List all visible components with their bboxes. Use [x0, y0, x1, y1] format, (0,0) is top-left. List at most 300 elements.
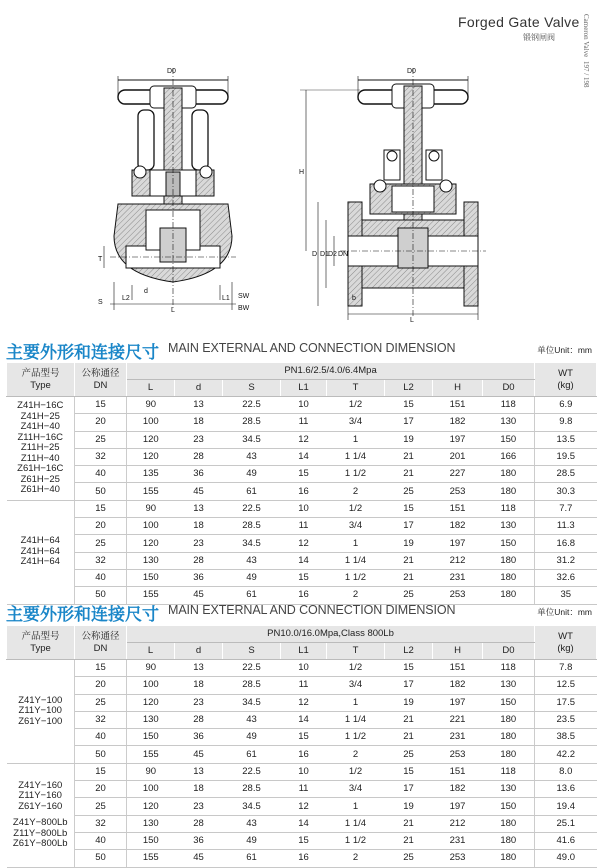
table-cell: 16	[281, 746, 327, 763]
table-cell: 43	[223, 552, 281, 569]
table-cell: 11.3	[535, 518, 597, 535]
table-cell: 120	[127, 798, 175, 815]
table-cell: 1/2	[327, 763, 385, 780]
table-cell: 34.5	[223, 694, 281, 711]
catalog-name: Cameron Valve	[582, 14, 590, 58]
table-cell: 155	[127, 483, 175, 500]
table-cell: 40	[75, 569, 127, 586]
header-type	[7, 363, 75, 397]
table-cell: 21	[385, 815, 433, 832]
header-dn	[75, 626, 127, 660]
table-cell: 14	[281, 815, 327, 832]
table-cell: 221	[433, 711, 483, 728]
table-cell: 6.9	[535, 397, 597, 414]
table-cell: 182	[433, 414, 483, 431]
table-cell: 40	[75, 832, 127, 849]
type-name: Z61H−25	[20, 473, 60, 485]
column-header: d	[175, 643, 223, 660]
table-cell: 14	[281, 711, 327, 728]
table-cell: 61	[223, 587, 281, 604]
table-cell: 100	[127, 781, 175, 798]
type-name: Z41H−64	[20, 535, 60, 547]
table-row	[7, 518, 597, 535]
column-header: L1	[281, 380, 327, 397]
table-cell: 130	[483, 414, 535, 431]
table-cell: 150	[483, 535, 535, 552]
table-cell: 18	[175, 677, 223, 694]
table-cell: 49	[223, 729, 281, 746]
table-row	[7, 763, 597, 780]
table-cell: 1	[327, 535, 385, 552]
table-cell: 28	[175, 815, 223, 832]
table-cell: 18	[175, 414, 223, 431]
table-cell: 16	[281, 587, 327, 604]
table-cell: 49.0	[535, 850, 597, 867]
table-cell: 150	[483, 798, 535, 815]
table-cell: 197	[433, 535, 483, 552]
table-cell: 22.5	[223, 397, 281, 414]
table-cell: 31.2	[535, 552, 597, 569]
table-cell: 61	[223, 483, 281, 500]
table-cell: 23	[175, 694, 223, 711]
column-header: d	[175, 380, 223, 397]
header-dn-en: DN	[93, 379, 108, 391]
table-cell: 1 1/4	[327, 711, 385, 728]
table-cell: 197	[433, 694, 483, 711]
header-dn-cn: 公称通径	[81, 630, 120, 642]
table-cell: 180	[483, 815, 535, 832]
header-dn-en: DN	[93, 642, 108, 654]
dimension-table-1	[6, 362, 597, 605]
table-cell: 12	[281, 694, 327, 711]
type-name: Z41H−64	[20, 545, 60, 557]
table-cell: 3/4	[327, 781, 385, 798]
dimension-table-2	[6, 625, 597, 868]
table-cell: 36	[175, 466, 223, 483]
table-cell: 130	[483, 677, 535, 694]
column-header: T	[327, 643, 385, 660]
table-cell: 20	[75, 414, 127, 431]
table-cell: 1 1/4	[327, 815, 385, 832]
table-cell: 231	[433, 729, 483, 746]
table-cell: 1/2	[327, 500, 385, 517]
table-cell: 10	[281, 660, 327, 677]
table-cell: 130	[483, 518, 535, 535]
table-cell: 25	[385, 587, 433, 604]
table-cell: 18	[175, 518, 223, 535]
header-wt	[535, 626, 597, 660]
table-cell: 21	[385, 729, 433, 746]
table-cell: 28.5	[535, 466, 597, 483]
table-cell: 197	[433, 431, 483, 448]
table-cell: 16	[281, 483, 327, 500]
type-name: Z41H−25	[20, 410, 60, 422]
table-cell: 7.8	[535, 660, 597, 677]
table-cell: 34.5	[223, 535, 281, 552]
gate-valve-flanged-drawing	[300, 68, 486, 320]
table-cell: 18	[175, 781, 223, 798]
section-title-cn: 主要外形和连接尺寸	[6, 605, 159, 624]
label-t: T	[98, 256, 103, 263]
table-cell: 151	[433, 763, 483, 780]
table-cell: 7.7	[535, 500, 597, 517]
type-cell	[7, 763, 75, 867]
table-cell: 150	[127, 832, 175, 849]
page-numbers: 197 / 198	[582, 61, 590, 88]
table-cell: 155	[127, 587, 175, 604]
table-cell: 180	[483, 729, 535, 746]
table-cell: 151	[433, 397, 483, 414]
table-cell: 227	[433, 466, 483, 483]
table-cell: 155	[127, 746, 175, 763]
table-row	[7, 552, 597, 569]
table-cell: 100	[127, 414, 175, 431]
table-cell: 1 1/4	[327, 552, 385, 569]
label-l-left: L	[171, 307, 175, 314]
header-type-en: Type	[30, 642, 51, 654]
table-cell: 8.0	[535, 763, 597, 780]
table-cell: 43	[223, 711, 281, 728]
type-name: Z11Y−100	[18, 705, 62, 717]
label-bw: BW	[238, 305, 250, 312]
table-cell: 17	[385, 781, 433, 798]
table-cell: 1/2	[327, 397, 385, 414]
table-row	[7, 466, 597, 483]
type-name: Z61Y−800Lb	[12, 838, 68, 850]
table-cell: 13	[175, 500, 223, 517]
header-type-cn: 产品型号	[21, 630, 60, 642]
table-cell: 1 1/2	[327, 729, 385, 746]
table-cell: 90	[127, 397, 175, 414]
table-cell: 21	[385, 832, 433, 849]
table-cell: 180	[483, 850, 535, 867]
table-cell: 15	[385, 660, 433, 677]
table-row	[7, 694, 597, 711]
table-cell: 38.5	[535, 729, 597, 746]
table-row	[7, 414, 597, 431]
table-cell: 12	[281, 798, 327, 815]
table-cell: 180	[483, 483, 535, 500]
table-row	[7, 798, 597, 815]
label-sw: SW	[238, 293, 250, 300]
label-h: H	[299, 169, 305, 176]
table-cell: 16.8	[535, 535, 597, 552]
column-header: H	[433, 380, 483, 397]
table-cell: 45	[175, 587, 223, 604]
type-name: Z61Y−160	[18, 800, 63, 812]
table-cell: 21	[385, 448, 433, 465]
table-cell: 1	[327, 694, 385, 711]
table-cell: 13.5	[535, 431, 597, 448]
table-cell: 10	[281, 397, 327, 414]
table-cell: 180	[483, 711, 535, 728]
table-cell: 90	[127, 763, 175, 780]
table-cell: 118	[483, 500, 535, 517]
table-cell: 180	[483, 746, 535, 763]
table-cell: 120	[127, 535, 175, 552]
table-cell: 180	[483, 466, 535, 483]
table-cell: 253	[433, 746, 483, 763]
table-cell: 15	[385, 397, 433, 414]
table-cell: 28.5	[223, 518, 281, 535]
label-d0-left: D0	[167, 68, 176, 75]
table-cell: 50	[75, 850, 127, 867]
label-d2: D2	[328, 251, 337, 258]
table-cell: 25	[75, 431, 127, 448]
header-pressure: PN1.6/2.5/4.0/6.4Mpa	[127, 363, 535, 380]
table-cell: 150	[483, 694, 535, 711]
page-title-cn: 锻钢闸阀	[523, 33, 555, 42]
table-cell: 19	[385, 798, 433, 815]
table-row	[7, 677, 597, 694]
table-cell: 150	[127, 569, 175, 586]
table-cell: 100	[127, 518, 175, 535]
table-row	[7, 832, 597, 849]
table-cell: 50	[75, 746, 127, 763]
label-b: b	[352, 295, 356, 302]
table-cell: 1 1/2	[327, 832, 385, 849]
column-header: S	[223, 643, 281, 660]
column-header: S	[223, 380, 281, 397]
table-cell: 40	[75, 729, 127, 746]
table-cell: 3/4	[327, 518, 385, 535]
table-cell: 34.5	[223, 431, 281, 448]
section-title-en: MAIN EXTERNAL AND CONNECTION DIMENSION	[168, 603, 456, 617]
unit-label: 单位Unit：mm	[537, 607, 592, 617]
label-s: S	[98, 299, 103, 306]
table-cell: 23	[175, 431, 223, 448]
label-dn: DN	[338, 251, 349, 258]
table-cell: 253	[433, 850, 483, 867]
table-cell: 34.5	[223, 798, 281, 815]
type-name: Z41H−16C	[17, 400, 64, 412]
table-cell: 15	[281, 569, 327, 586]
table-cell: 16	[281, 850, 327, 867]
table-cell: 253	[433, 587, 483, 604]
table-cell: 15	[281, 466, 327, 483]
table-row	[7, 711, 597, 728]
table-cell: 32.6	[535, 569, 597, 586]
table-cell: 61	[223, 850, 281, 867]
table-cell: 120	[127, 694, 175, 711]
table-cell: 19.5	[535, 448, 597, 465]
table-cell: 1	[327, 798, 385, 815]
table-cell: 61	[223, 746, 281, 763]
header-wt	[535, 363, 597, 397]
section-title-en: MAIN EXTERNAL AND CONNECTION DIMENSION	[168, 341, 456, 355]
type-name: Z61H−40	[20, 484, 60, 496]
table-cell: 32	[75, 815, 127, 832]
table-cell: 3/4	[327, 414, 385, 431]
table-cell: 45	[175, 746, 223, 763]
column-header: L2	[385, 380, 433, 397]
type-name: Z41Y−100	[18, 694, 63, 706]
label-l-right: L	[410, 317, 414, 324]
table-cell: 20	[75, 518, 127, 535]
table-cell: 180	[483, 832, 535, 849]
table-cell: 13	[175, 397, 223, 414]
table-cell: 118	[483, 397, 535, 414]
table-cell: 28.5	[223, 677, 281, 694]
table-cell: 9.8	[535, 414, 597, 431]
table-cell: 11	[281, 414, 327, 431]
type-name: Z11H−16C	[17, 431, 63, 443]
header-dn-cn: 公称通径	[81, 367, 120, 379]
table-cell: 212	[433, 815, 483, 832]
type-name: Z11H−40	[20, 452, 60, 464]
table-cell: 12	[281, 431, 327, 448]
table-cell: 14	[281, 552, 327, 569]
table-cell: 180	[483, 587, 535, 604]
table-cell: 12.5	[535, 677, 597, 694]
type-name: Z11Y−800Lb	[13, 827, 68, 839]
table-cell: 166	[483, 448, 535, 465]
table-cell: 21	[385, 552, 433, 569]
table-cell: 11	[281, 677, 327, 694]
table-row	[7, 815, 597, 832]
table-cell: 120	[127, 431, 175, 448]
table-cell: 151	[433, 660, 483, 677]
table-cell: 17	[385, 677, 433, 694]
table-cell: 36	[175, 569, 223, 586]
unit-label: 单位Unit：mm	[537, 345, 592, 355]
table-cell: 15	[281, 729, 327, 746]
table-cell: 20	[75, 781, 127, 798]
table-cell: 23.5	[535, 711, 597, 728]
valve-drawings	[0, 60, 600, 325]
table-cell: 50	[75, 483, 127, 500]
table-cell: 36	[175, 729, 223, 746]
table-cell: 90	[127, 660, 175, 677]
column-header: D0	[483, 643, 535, 660]
table-cell: 2	[327, 850, 385, 867]
table-cell: 150	[127, 729, 175, 746]
type-name: Z41H−40	[20, 421, 60, 433]
table-cell: 25	[385, 850, 433, 867]
table-cell: 11	[281, 518, 327, 535]
header-wt-label: WT	[558, 630, 573, 642]
table-cell: 14	[281, 448, 327, 465]
table-cell: 13	[175, 763, 223, 780]
type-name: Z61H−16C	[17, 463, 64, 475]
table-cell: 130	[483, 781, 535, 798]
type-cell	[7, 500, 75, 604]
table-cell: 1 1/2	[327, 569, 385, 586]
table-cell: 21	[385, 711, 433, 728]
label-d: D	[312, 251, 318, 258]
table-cell: 21	[385, 569, 433, 586]
type-name: Z61Y−100	[18, 715, 63, 727]
table-cell: 197	[433, 798, 483, 815]
table-cell: 25.1	[535, 815, 597, 832]
table-cell: 90	[127, 500, 175, 517]
column-header: L	[127, 380, 175, 397]
gate-valve-socket-weld-drawing	[104, 68, 236, 310]
table-row	[7, 483, 597, 500]
table-cell: 12	[281, 535, 327, 552]
type-cell	[7, 397, 75, 501]
table-cell: 17.5	[535, 694, 597, 711]
page-title: Forged Gate Valve	[458, 14, 580, 30]
table-cell: 13.6	[535, 781, 597, 798]
table-cell: 21	[385, 466, 433, 483]
table-cell: 1 1/4	[327, 448, 385, 465]
table-cell: 182	[433, 781, 483, 798]
table-cell: 20	[75, 677, 127, 694]
table-cell: 10	[281, 763, 327, 780]
table-cell: 23	[175, 535, 223, 552]
table-cell: 23	[175, 798, 223, 815]
table-cell: 231	[433, 569, 483, 586]
table-cell: 50	[75, 587, 127, 604]
table-cell: 49	[223, 569, 281, 586]
section-title-cn: 主要外形和连接尺寸	[6, 343, 159, 362]
table-cell: 10	[281, 500, 327, 517]
table-cell: 130	[127, 552, 175, 569]
table-cell: 30.3	[535, 483, 597, 500]
table-cell: 212	[433, 552, 483, 569]
table-cell: 22.5	[223, 660, 281, 677]
table-cell: 28	[175, 448, 223, 465]
table-row	[7, 535, 597, 552]
table-cell: 11	[281, 781, 327, 798]
column-header: L	[127, 643, 175, 660]
column-header: H	[433, 643, 483, 660]
table-cell: 45	[175, 850, 223, 867]
table-cell: 151	[433, 500, 483, 517]
table-row	[7, 500, 597, 517]
table-cell: 118	[483, 660, 535, 677]
table-cell: 25	[385, 483, 433, 500]
table-cell: 155	[127, 850, 175, 867]
type-name: Z11Y−160	[18, 790, 62, 802]
table-cell: 32	[75, 448, 127, 465]
type-name: Z41Y−160	[18, 779, 63, 791]
type-name: Z11H−25	[20, 442, 60, 454]
label-d1: D1	[320, 251, 329, 258]
table-row	[7, 569, 597, 586]
table-cell: 28	[175, 552, 223, 569]
table-cell: 15	[385, 763, 433, 780]
table-cell: 2	[327, 483, 385, 500]
type-name: Z41H−64	[20, 556, 60, 568]
table-row	[7, 431, 597, 448]
table-cell: 1 1/2	[327, 466, 385, 483]
table-cell: 130	[127, 815, 175, 832]
table-cell: 22.5	[223, 500, 281, 517]
table-cell: 100	[127, 677, 175, 694]
table-cell: 25	[385, 746, 433, 763]
table-cell: 182	[433, 518, 483, 535]
table-row	[7, 660, 597, 677]
header-wt-unit: (kg)	[557, 379, 574, 391]
table-cell: 25	[75, 798, 127, 815]
label-l2: L2	[122, 295, 130, 302]
column-header: T	[327, 380, 385, 397]
table-cell: 15	[385, 500, 433, 517]
table-cell: 40	[75, 466, 127, 483]
section-title-1	[6, 338, 596, 360]
table-cell: 150	[483, 431, 535, 448]
table-cell: 19	[385, 694, 433, 711]
table-cell: 118	[483, 763, 535, 780]
header-type-en: Type	[30, 379, 51, 391]
table-row	[7, 729, 597, 746]
table-cell: 15	[75, 397, 127, 414]
table-cell: 13	[175, 660, 223, 677]
table-cell: 19.4	[535, 798, 597, 815]
table-cell: 135	[127, 466, 175, 483]
